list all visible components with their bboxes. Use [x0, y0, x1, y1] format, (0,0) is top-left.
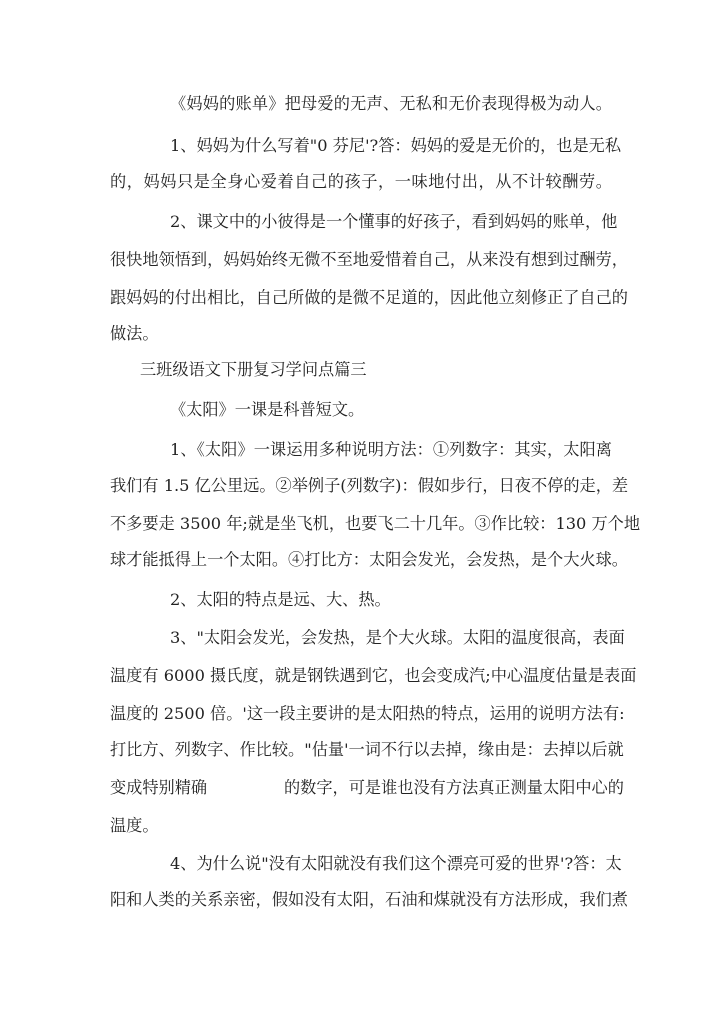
paragraph-line: 3、"太阳会发光，会发热，是个大火球。太阳的温度很高，表面: [170, 628, 625, 647]
paragraph-line: 阳和人类的关系亲密，假如没有太阳，石油和煤就没有方法形成，我们煮: [110, 890, 628, 909]
paragraph-line: 温度。: [110, 816, 159, 835]
paragraph-line: 打比方、列数字、作比较。"估量'一词不行以去掉，缘由是：去掉以后就: [110, 740, 624, 759]
paragraph-line: 《妈妈的账单》把母爱的无声、无私和无价表现得极为动人。: [170, 94, 612, 113]
paragraph-line: 跟妈妈的付出相比，自己所做的是微不足道的，因此他立刻修正了自己的: [110, 288, 628, 307]
paragraph-line: 4、为什么说"没有太阳就没有我们这个漂亮可爱的世界'?答：太: [170, 854, 622, 873]
section-heading: 三班级语文下册复习学问点篇三: [140, 360, 367, 379]
paragraph-line: 球才能抵得上一个太阳。④打比方：太阳会发光，会发热，是个大火球。: [110, 550, 628, 569]
paragraph-line: 2、课文中的小彼得是一个懂事的好孩子，看到妈妈的账单，他: [170, 212, 618, 231]
paragraph-line-start: 变成特别精确: [110, 778, 208, 797]
paragraph-line: 温度有 6000 摄氏度，就是钢铁遇到它，也会变成汽;中心温度估量是表面: [110, 666, 637, 685]
paragraph-line: 2、太阳的特点是远、大、热。: [170, 590, 391, 609]
paragraph-line: 温度的 2500 倍。'这一段主要讲的是太阳热的特点，运用的说明方法有:: [110, 704, 625, 723]
paragraph-line: 的，妈妈只是全身心爱着自己的孩子，一味地付出，从不计较酬劳。: [110, 172, 612, 191]
paragraph-line-end: 的数字，可是谁也没有方法真正测量太阳中心的: [284, 778, 624, 797]
paragraph-line: 不多要走 3500 年;就是坐飞机，也要飞二十几年。③作比较：130 万个地: [110, 514, 641, 533]
paragraph-line: 我们有 1.5 亿公里远。②举例子(列数字)：假如步行，日夜不停的走，差: [110, 476, 629, 495]
paragraph-line: 《太阳》一课是科普短文。: [170, 400, 365, 419]
paragraph-line: 1、妈妈为什么写着"0 芬尼'?答：妈妈的爱是无价的，也是无私: [170, 136, 622, 155]
paragraph-line: 做法。: [110, 324, 159, 343]
paragraph-line: 1、《太阳》一课运用多种说明方法：①列数字：其实，太阳离: [170, 440, 612, 459]
paragraph-line: 很快地领悟到，妈妈始终无微不至地爱惜着自己，从来没有想到过酬劳，: [110, 250, 628, 269]
